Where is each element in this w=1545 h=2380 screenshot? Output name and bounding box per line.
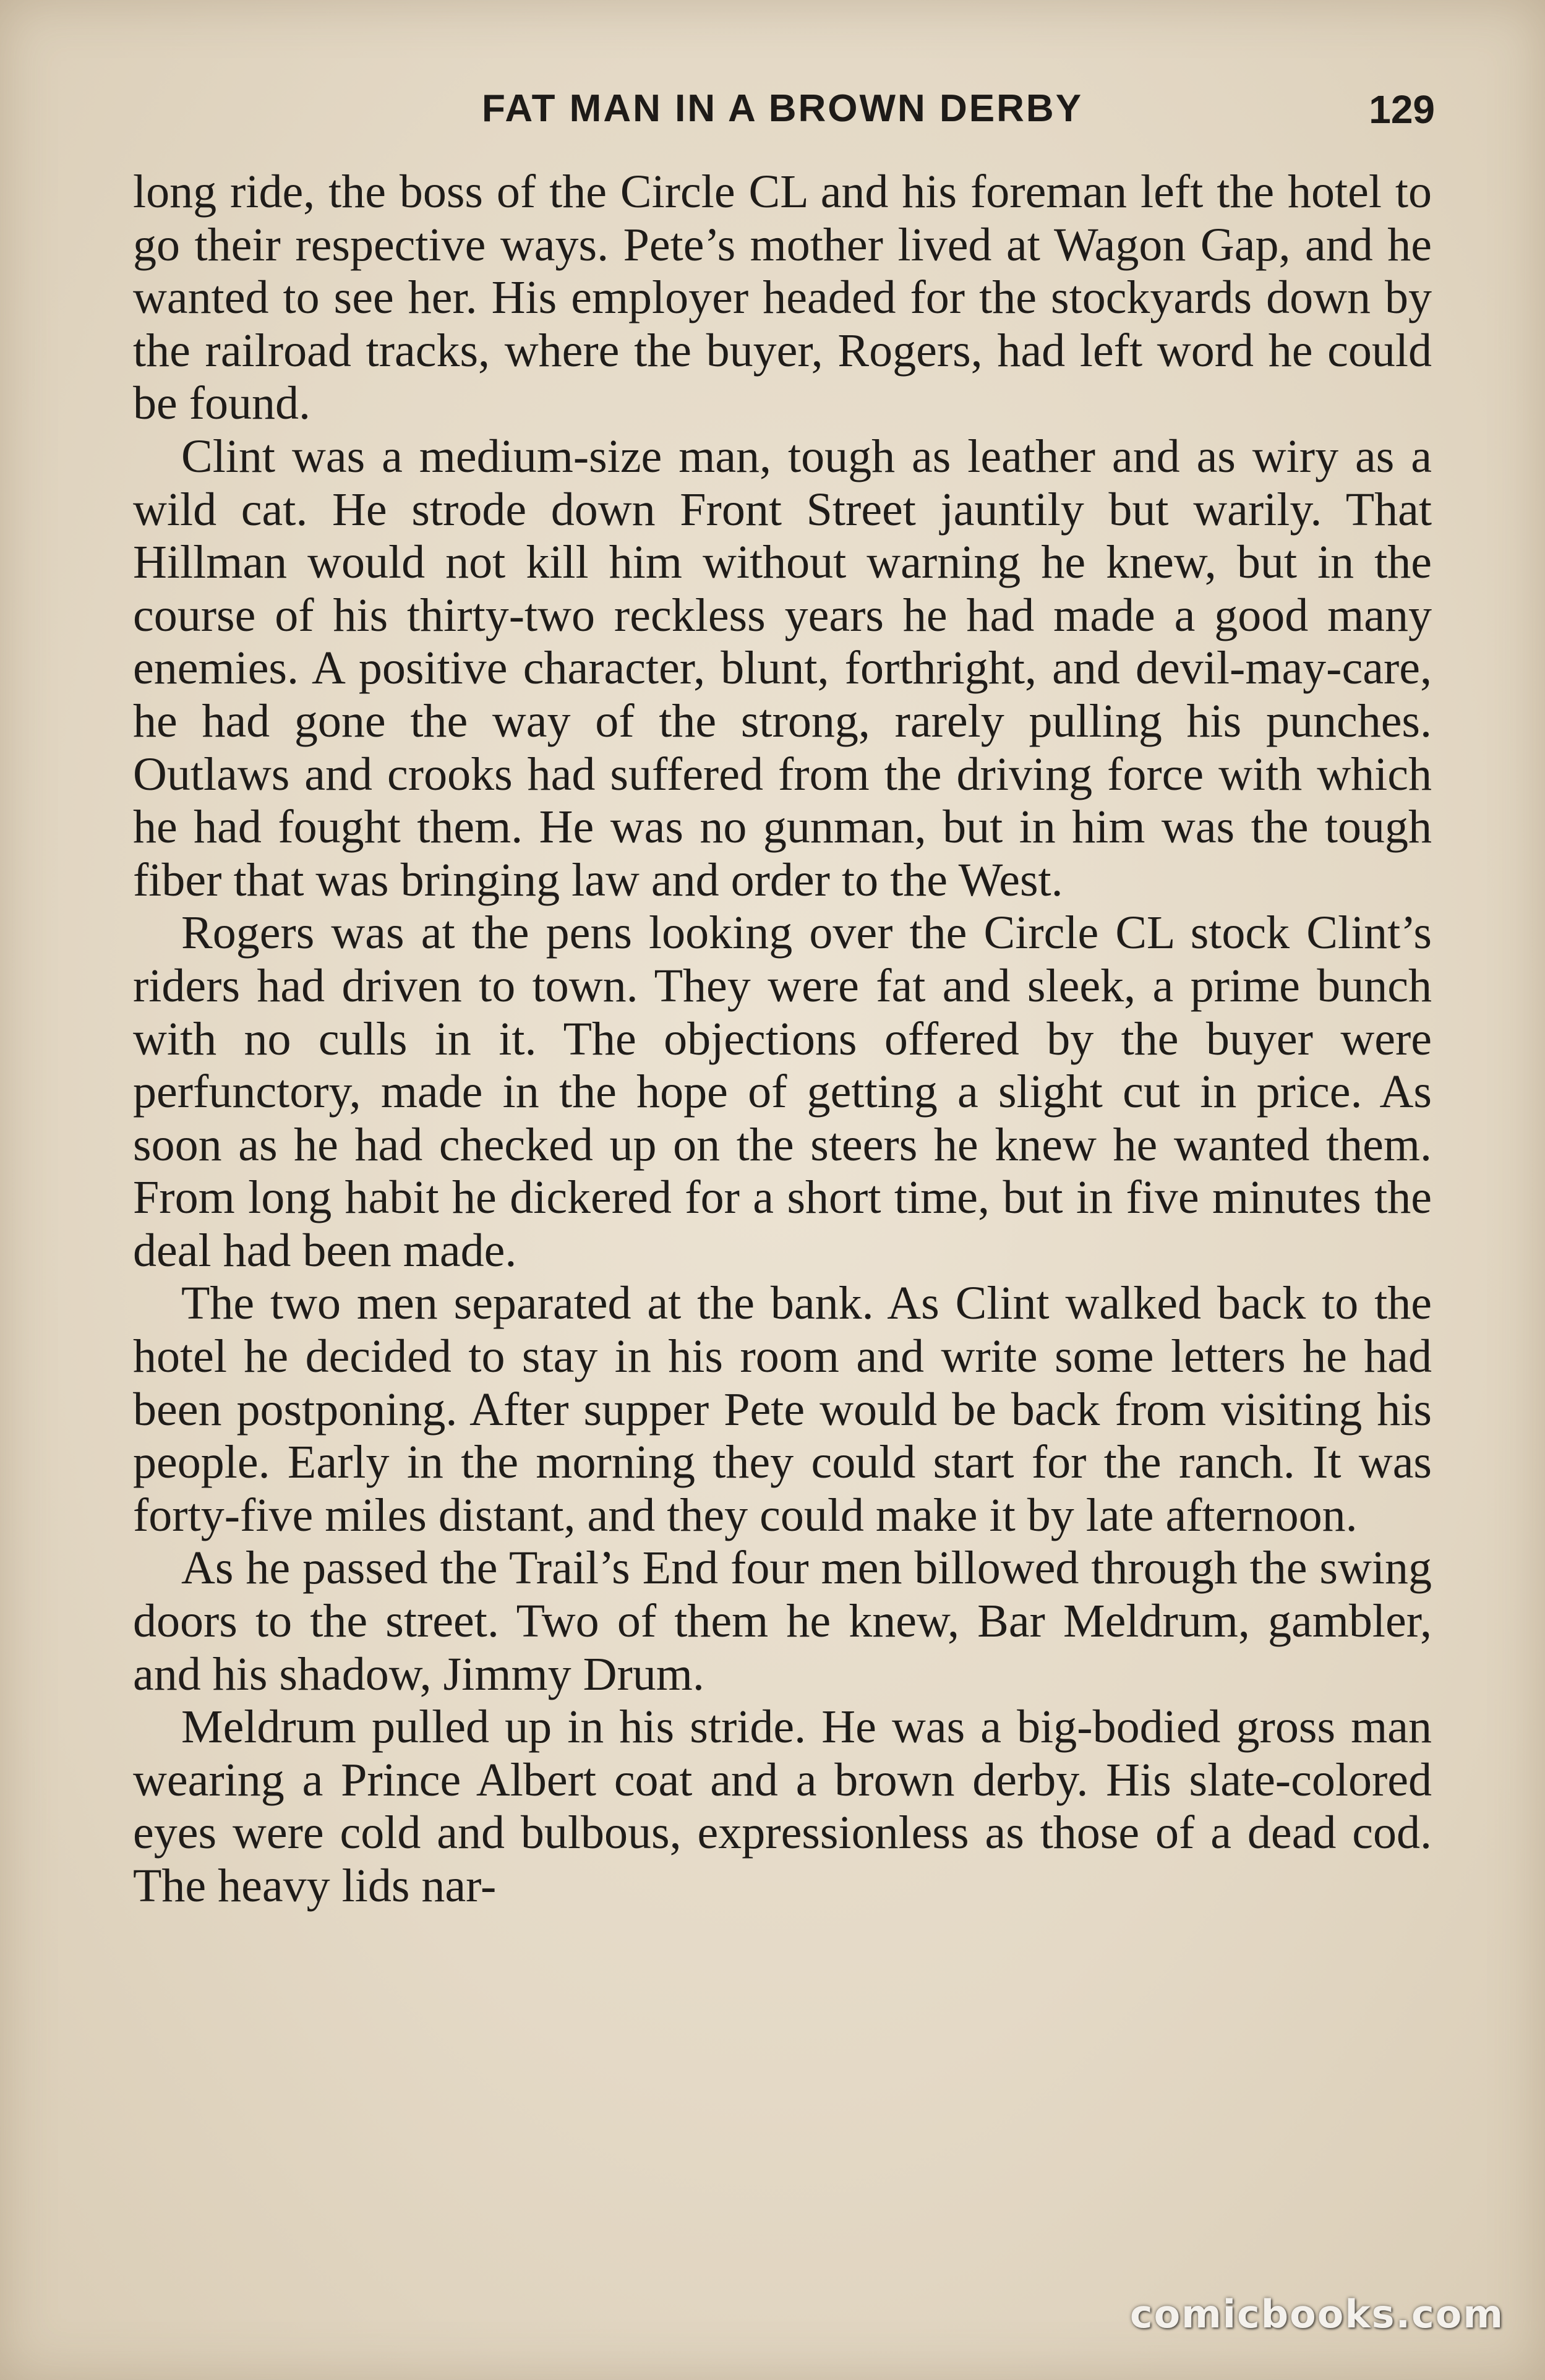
- paragraph-1: long ride, the boss of the Circle CL and his foreman left the hotel to go their respective ways. Pete’s mother lived at Wagon Gap, and he wanted to see her. His employer headed for the stockyards down by the railroad tracks, where the buyer, Rogers, had left word he could be found.: [133, 166, 1432, 430]
- paragraph-2: Clint was a medium-size man, tough as leather and as wiry as a wild cat. He strode down Front Street jauntily but warily. That Hillman would not kill him without warning he knew, but in the course of his thirty-two reckless years he had made a good many enemies. A positive character, blunt, forthright, and devil-may-care, he had gone the way of the strong, rarely pulling his punches. Outlaws and crooks had suffered from the driving force with which he had fought them. He was no gunman, but in him was the tough fiber that was bringing law and order to the West.: [133, 430, 1432, 906]
- paragraph-3: Rogers was at the pens looking over the Circle CL stock Clint’s riders had driven to town. They were fat and sleek, a prime bunch with no culls in it. The objections offered by the buyer were perfunctory, made in the hope of getting a slight cut in price. As soon as he had checked up on the steers he knew he wanted them. From long habit he dickered for a short time, but in five minutes the deal had been made.: [133, 907, 1432, 1277]
- running-title: FAT MAN IN A BROWN DERBY: [481, 87, 1084, 130]
- paragraph-5: As he passed the Trail’s End four men billowed through the swing doors to the street. Two of them he knew, Bar Meldrum, gambler, and his shadow, Jimmy Drum.: [133, 1542, 1432, 1700]
- watermark: comicbooks.com: [1129, 2292, 1504, 2337]
- page-number: 129: [1369, 87, 1435, 132]
- body-text: [133, 166, 1432, 1913]
- paragraph-4: The two men separated at the bank. As Clint walked back to the hotel he decided to stay in his room and write some letters he had been postponing. After supper Pete would be back from visiting his people. Early in the morning they could start for the ranch. It was forty-five miles distant, and they could make it by late afternoon.: [133, 1277, 1432, 1541]
- running-head: [130, 87, 1435, 155]
- paragraph-6: Meldrum pulled up in his stride. He was a big-bodied gross man wearing a Prince Albert coat and a brown derby. His slate-colored eyes were cold and bulbous, expressionless as those of a dead cod. The heavy lids nar-: [133, 1701, 1432, 1912]
